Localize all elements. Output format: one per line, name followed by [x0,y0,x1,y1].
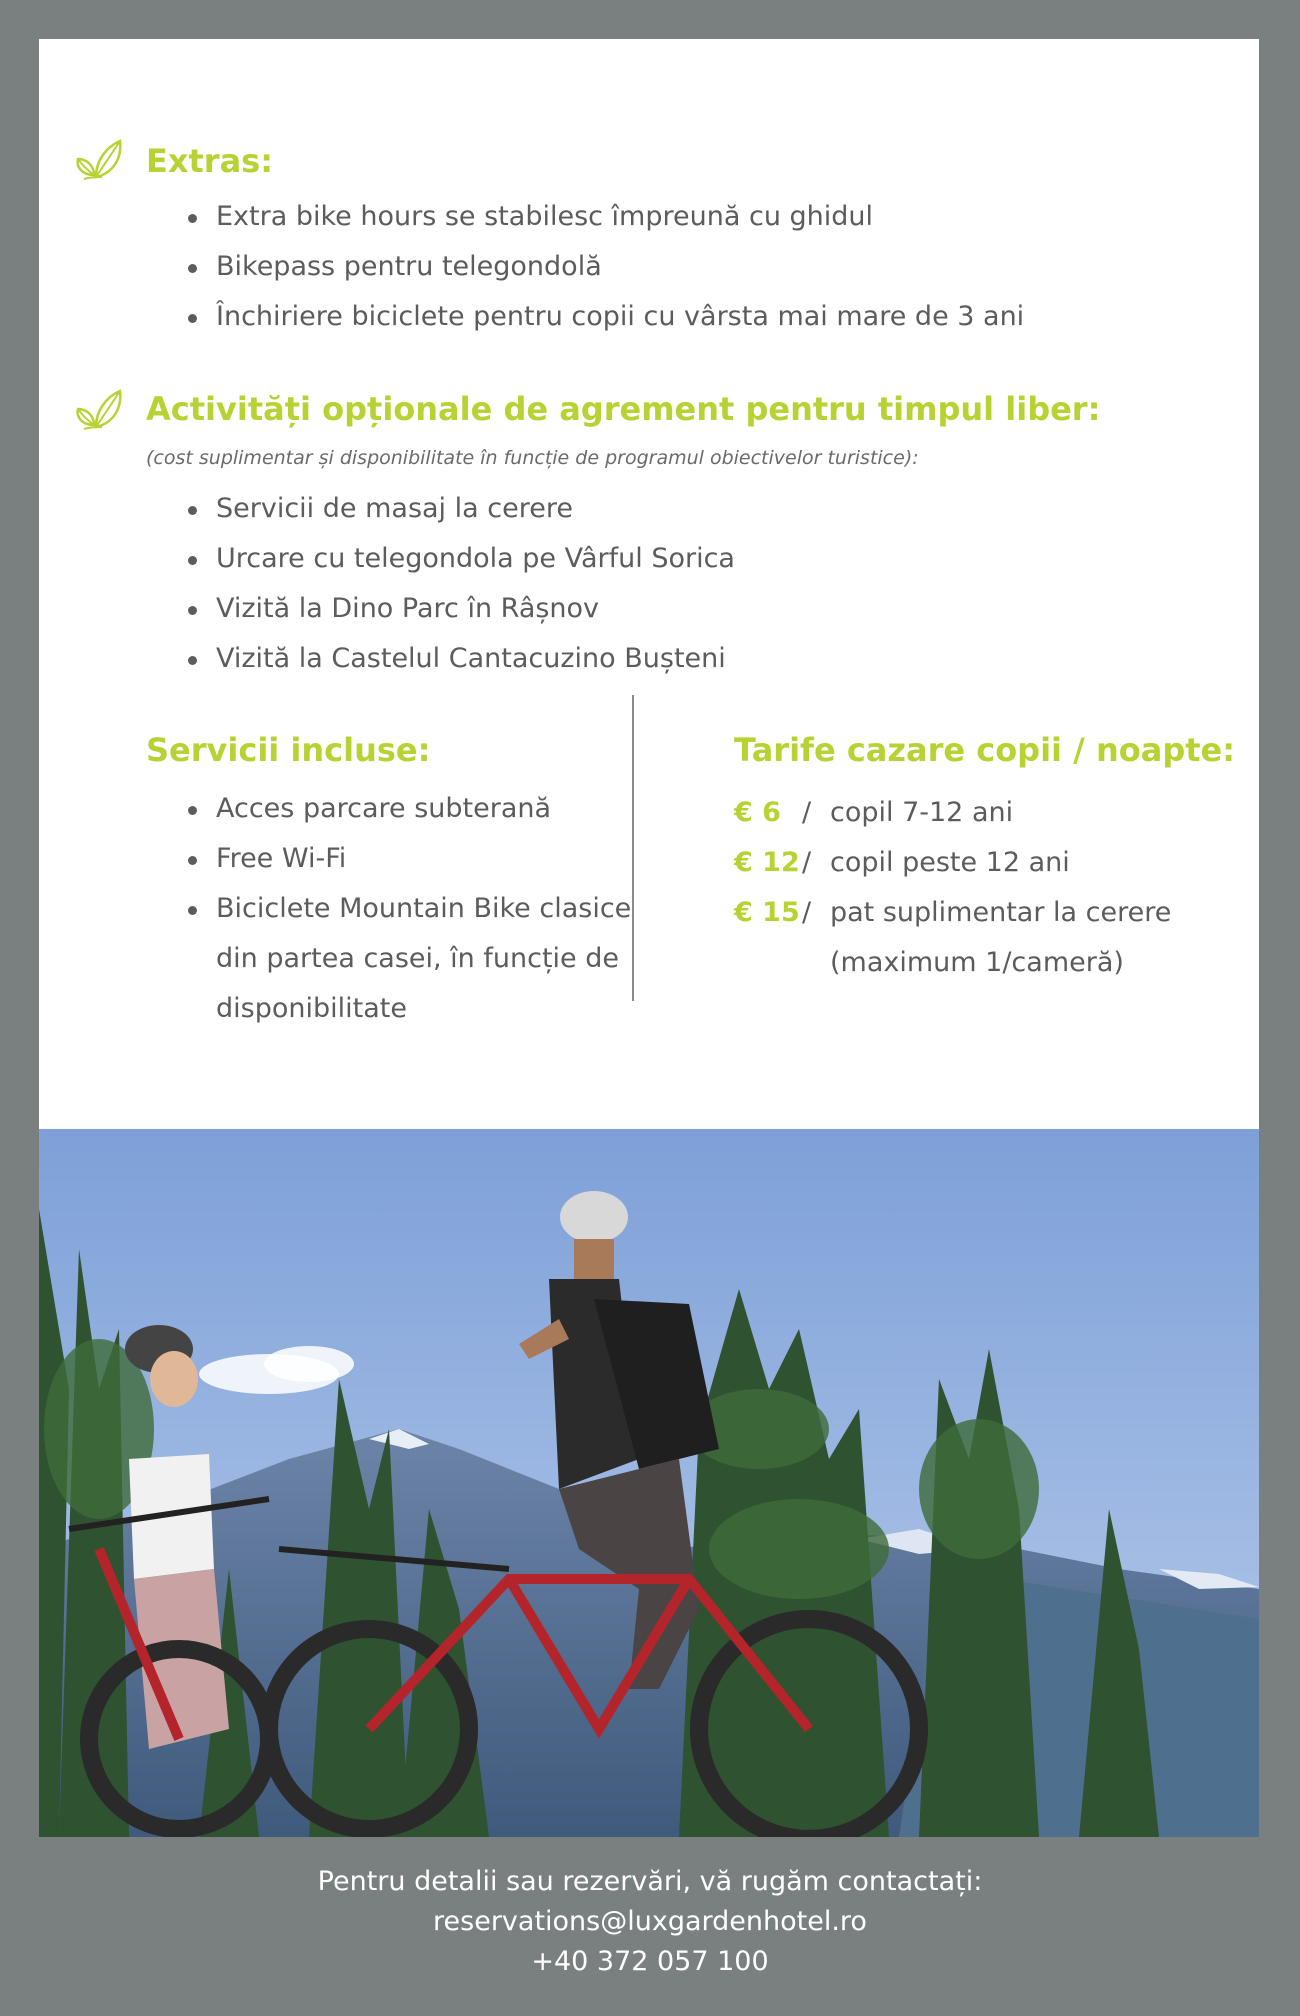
rate-separator: / [802,797,812,828]
column-divider [632,695,634,1001]
rate-price: € 12 [734,847,800,878]
list-item: Acces parcare subterană [186,784,631,834]
activities-title: Activități opționale de agrement pentru timpul liber: [146,390,1101,428]
list-item-continuation: din partea casei, în funcție de [216,943,619,974]
mountain-bikers-illustration [39,1129,1259,1837]
child-rates-list [734,788,1171,988]
rate-price: € 6 [734,797,781,828]
rate-price: € 15 [734,897,800,928]
leaf-icon [72,137,124,183]
list-item: Free Wi-Fi [186,834,631,884]
list-item: Vizită la Castelul Cantacuzino Bușteni [186,634,735,684]
mountain-bikers-photo [39,1129,1259,1837]
list-item: Extra bike hours se stabilesc împreună cu ghidul [186,192,1024,242]
list-item: Servicii de masaj la cerere [186,484,735,534]
leaf-icon [72,387,124,433]
rate-description: pat suplimentar la cerere [830,897,1172,928]
list-item: Vizită la Dino Parc în Râșnov [186,584,735,634]
activities-note: (cost suplimentar și disponibilitate în funcție de programul obiectivelor turistice): [146,447,919,469]
rate-description: copil 7-12 ani [830,797,1014,828]
services-list [186,784,631,1034]
footer-email-link[interactable]: reservations@luxgardenhotel.ro [433,1906,867,1937]
footer-contact-line: Pentru detalii sau rezervări, vă rugăm contactați: [317,1866,983,1897]
extras-list [186,192,1024,342]
rate-separator: / [802,897,812,928]
rate-description: copil peste 12 ani [830,847,1070,878]
list-item: Biciclete Mountain Bike clasice [186,884,631,934]
footer-phone-link[interactable]: +40 372 057 100 [531,1946,769,1977]
contact-footer [0,1862,1300,1982]
rate-separator: / [802,847,812,878]
rate-row [734,788,1171,838]
list-item: Bikepass pentru telegondolă [186,242,1024,292]
child-rates-title: Tarife cazare copii / noapte: [734,731,1236,769]
rate-row [734,838,1171,888]
activities-list [186,484,735,684]
extras-title: Extras: [146,142,274,180]
services-title: Servicii incluse: [146,731,431,769]
list-item: Urcare cu telegondola pe Vârful Sorica [186,534,735,584]
list-item-continuation: disponibilitate [216,993,407,1024]
rate-row [734,888,1171,938]
rate-note: (maximum 1/cameră) [830,947,1124,978]
list-item: Închiriere biciclete pentru copii cu vârsta mai mare de 3 ani [186,292,1024,342]
